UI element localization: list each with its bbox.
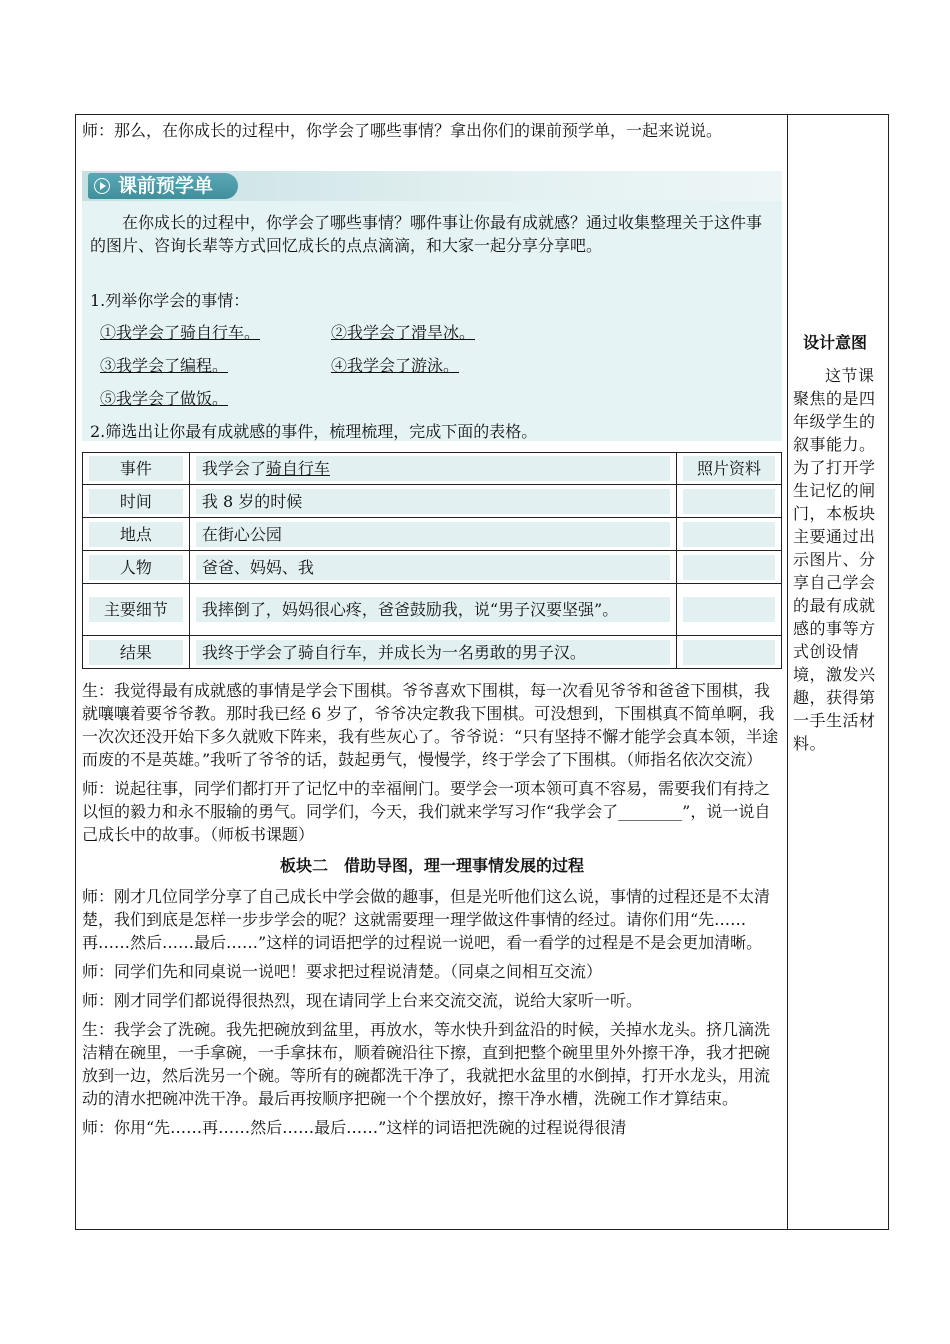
table-row xyxy=(83,551,782,584)
row-value: 我摔倒了，妈妈很心疼，爸爸鼓励我，说“男子汉要坚强”。 xyxy=(196,597,670,622)
section-title: 板块二 借助导图，理一理事情发展的过程 xyxy=(279,856,584,875)
row-label: 地点 xyxy=(89,522,183,547)
row-label: 人物 xyxy=(89,555,183,580)
event-table xyxy=(82,452,782,669)
row-value: 我 8 岁的时候 xyxy=(196,489,670,514)
photo-cell xyxy=(683,597,775,622)
paragraph: 生：我学会了洗碗。我先把碗放到盆里，再放水，等水快升到盆沿的时候，关掉水龙头。挤几滴洗洁精在碗里，一手拿碗，一手拿抹布，顺着碗沿往下擦，直到把整个碗里里外外擦干净，我才把碗放到一边，然后洗另一个碗。等所有的碗都洗干净了，我就把水盆里的水倒掉，打开水龙头，用流动的清水把碗冲洗干净。最后再按顺序把碗一个个摆放好，擦干净水槽，洗碗工作才算结束。 xyxy=(82,1020,771,1108)
paragraph: 师：刚才同学们都说得很热烈，现在请同学上台来交流交流，说给大家听一听。 xyxy=(82,991,643,1010)
photo-cell xyxy=(683,522,775,547)
photo-cell xyxy=(683,489,775,514)
photo-cell xyxy=(683,555,775,580)
list2-title: 2.筛选出让你最有成就感的事件，梳理梳理，完成下面的表格。 xyxy=(90,422,538,441)
prep-sheet-tag xyxy=(88,173,238,199)
list-item: ③我学会了编程。 xyxy=(100,356,229,375)
prep-sheet-body xyxy=(82,201,782,441)
row-value-underlined: 骑自行车 xyxy=(265,459,330,478)
row-label: 时间 xyxy=(89,489,183,514)
column-divider xyxy=(787,115,788,1229)
prep-sheet-header xyxy=(82,171,782,201)
design-intent-column xyxy=(793,331,877,755)
list-item: ②我学会了滑旱冰。 xyxy=(331,323,476,342)
design-body: 这节课聚焦的是四年级学生的叙事能力。为了打开学生记忆的闸门，本板块主要通过出示图片、分享自己学会的最有成就感的事等方式创设情境，激发兴趣，获得第一手生活材料。 xyxy=(793,366,876,753)
row-label: 主要细节 xyxy=(89,597,183,622)
paragraph: 师：说起往事，同学们都打开了记忆中的幸福闸门。要学会一项本领可真不容易，需要我们有持之以恒的毅力和永不服输的勇气。同学们，今天，我们就来学写习作“我学会了________”，说一说自己成长中的故事。（师板书课题） xyxy=(82,779,771,844)
table-row xyxy=(83,485,782,518)
row-value xyxy=(196,456,670,481)
row-label: 事件 xyxy=(89,456,183,481)
paragraph: 生：我觉得最有成就感的事情是学会下围棋。爷爷喜欢下围棋，每一次看见爷爷和爸爸下围棋，我就嚷嚷着要爷爷教。那时我已经 6 岁了，爷爷决定教我下围棋。可没想到，下围棋真不简单啊，我一次次还没开始下多久就败下阵来，我有些灰心了。爷爷说：“只有坚持不懈才能学会真本领，半途而废的不是英雄。”我听了爷爷的话，鼓起勇气，慢慢学，终于学会了下围棋。（师指名依次交流） xyxy=(82,681,779,769)
row-value: 我终于学会了骑自行车，并成长为一名勇敢的男子汉。 xyxy=(196,640,670,665)
table-row xyxy=(83,584,782,636)
table-row xyxy=(83,453,782,485)
play-circle-icon xyxy=(94,178,110,194)
list-item: ⑤我学会了做饭。 xyxy=(100,389,229,408)
prep-sheet-title: 课前预学单 xyxy=(118,175,214,197)
intro-text: 师：那么，在你成长的过程中，你学会了哪些事情？拿出你们的课前预学单，一起来说说。 xyxy=(82,121,723,140)
row-value: 在街心公园 xyxy=(196,522,670,547)
paragraph: 师：同学们先和同桌说一说吧！要求把过程说清楚。（同桌之间相互交流） xyxy=(82,962,603,981)
lesson-table xyxy=(75,114,889,1230)
prep-sheet-intro: 在你成长的过程中，你学会了哪些事情？哪件事让你最有成就感？通过收集整理关于这件事的图片、咨询长辈等方式回忆成长的点点滴滴，和大家一起分享分享吧。 xyxy=(90,213,763,255)
row-label: 结果 xyxy=(89,640,183,665)
list-item: ④我学会了游泳。 xyxy=(331,356,460,375)
row-value: 爸爸、妈妈、我 xyxy=(196,555,670,580)
paragraph: 师：你用“先……再……然后……最后……”这样的词语把洗碗的过程说得很清 xyxy=(82,1118,627,1137)
design-title: 设计意图 xyxy=(802,333,867,352)
lesson-dialogue xyxy=(82,679,782,1145)
paragraph: 师：刚才几位同学分享了自己成长中学会做的趣事，但是光听他们这么说，事情的过程还是不太清楚，我们到底是怎样一步步学会的呢？这就需要理一理学做这件事情的经过。请你们用“先……再……然后……最后……”这样的词语把学的过程说一说吧，看一看学的过程是不是会更加清晰。 xyxy=(82,887,771,952)
photo-cell xyxy=(683,640,775,665)
table-row xyxy=(83,518,782,551)
table-row xyxy=(83,636,782,669)
list-item: ①我学会了骑自行车。 xyxy=(100,323,261,342)
photo-header: 照片资料 xyxy=(683,456,775,481)
row-value-prefix: 我学会了 xyxy=(201,459,266,478)
list-title: 1.列举你学会的事情： xyxy=(90,291,250,310)
